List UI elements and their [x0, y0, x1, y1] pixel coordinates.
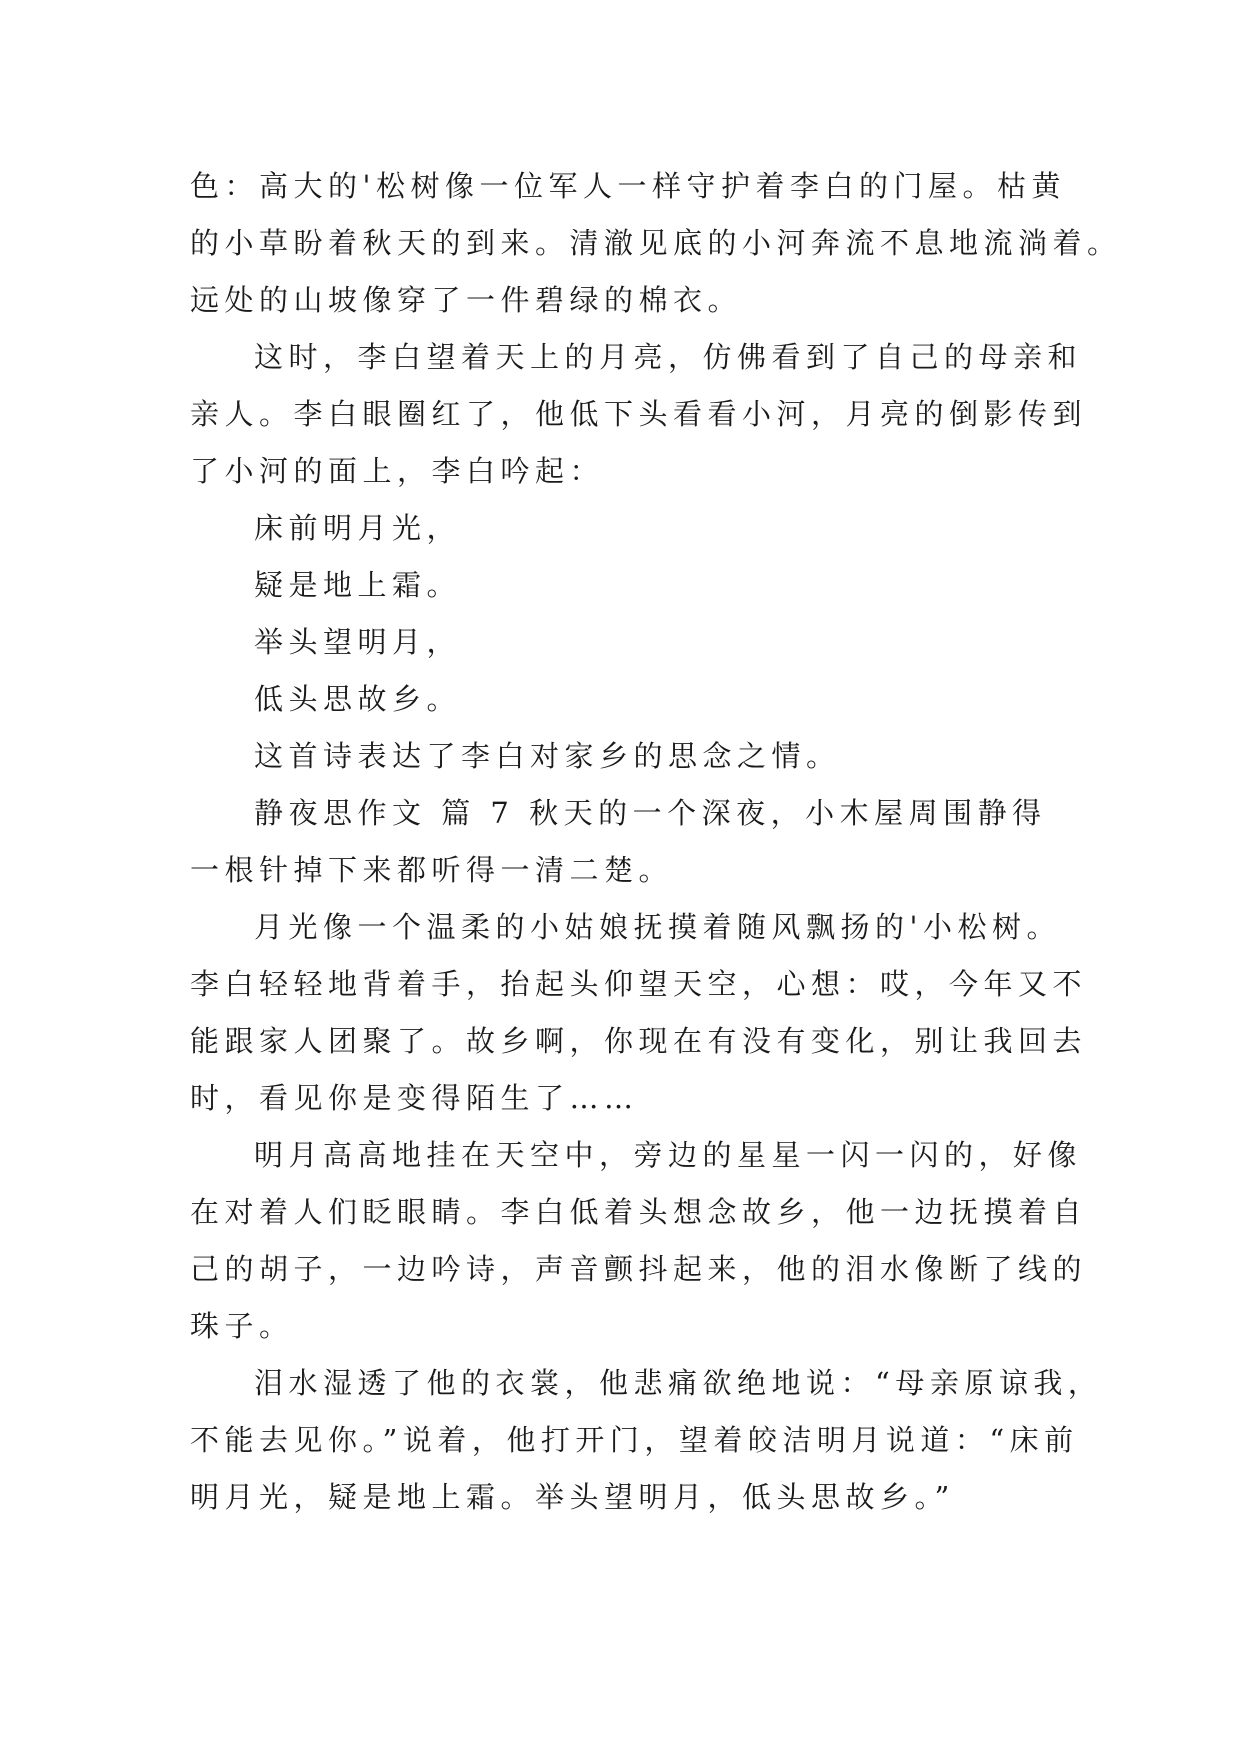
text-line: 在对着人们眨眼睛。李白低着头想念故乡，他一边抚摸着自 [190, 1195, 1088, 1229]
text-line: 明月高高地挂在天空中，旁边的星星一闪一闪的，好像 [254, 1138, 1083, 1172]
text-line: 这首诗表达了李白对家乡的思念之情。 [254, 739, 841, 773]
section-heading-line: 静夜思作文 篇 7 秋天的一个深夜，小木屋周围静得 [254, 796, 1047, 830]
text-line: 己的胡子，一边吟诗，声音颤抖起来，他的泪水像断了线的 [190, 1252, 1088, 1286]
text-line: 的小草盼着秋天的到来。清澈见底的小河奔流不息地流淌着。 [190, 226, 1122, 260]
poem-line: 举头望明月， [254, 625, 462, 659]
text-line: 珠子。 [190, 1309, 294, 1343]
text-line: 不能去见你。”说着，他打开门，望着皎洁明月说道：“床前 [190, 1423, 1079, 1457]
text-line: 月光像一个温柔的小姑娘抚摸着随风飘扬的'小松树。 [254, 910, 1061, 944]
poem-line: 床前明月光， [254, 511, 462, 545]
text-line: 这时，李白望着天上的月亮，仿佛看到了自己的母亲和 [254, 340, 1083, 374]
poem-line: 疑是地上霜。 [254, 568, 462, 602]
text-line: 远处的山坡像穿了一件碧绿的棉衣。 [190, 283, 743, 317]
text-line: 一根针掉下来都听得一清二楚。 [190, 853, 674, 887]
text-line: 色：高大的'松树像一位军人一样守护着李白的门屋。枯黄 [190, 169, 1066, 203]
text-line: 时，看见你是变得陌生了…… [190, 1081, 639, 1115]
text-line: 亲人。李白眼圈红了，他低下头看看小河，月亮的倒影传到 [190, 397, 1088, 431]
text-line: 了小河的面上，李白吟起： [190, 454, 605, 488]
text-line: 明月光，疑是地上霜。举头望明月，低头思故乡。” [190, 1480, 955, 1514]
poem-line: 低头思故乡。 [254, 682, 462, 716]
text-line: 李白轻轻地背着手，抬起头仰望天空，心想：哎，今年又不 [190, 967, 1088, 1001]
text-line: 能跟家人团聚了。故乡啊，你现在有没有变化，别让我回去 [190, 1024, 1088, 1058]
text-line: 泪水湿透了他的衣裳，他悲痛欲绝地说：“母亲原谅我， [254, 1366, 1103, 1400]
